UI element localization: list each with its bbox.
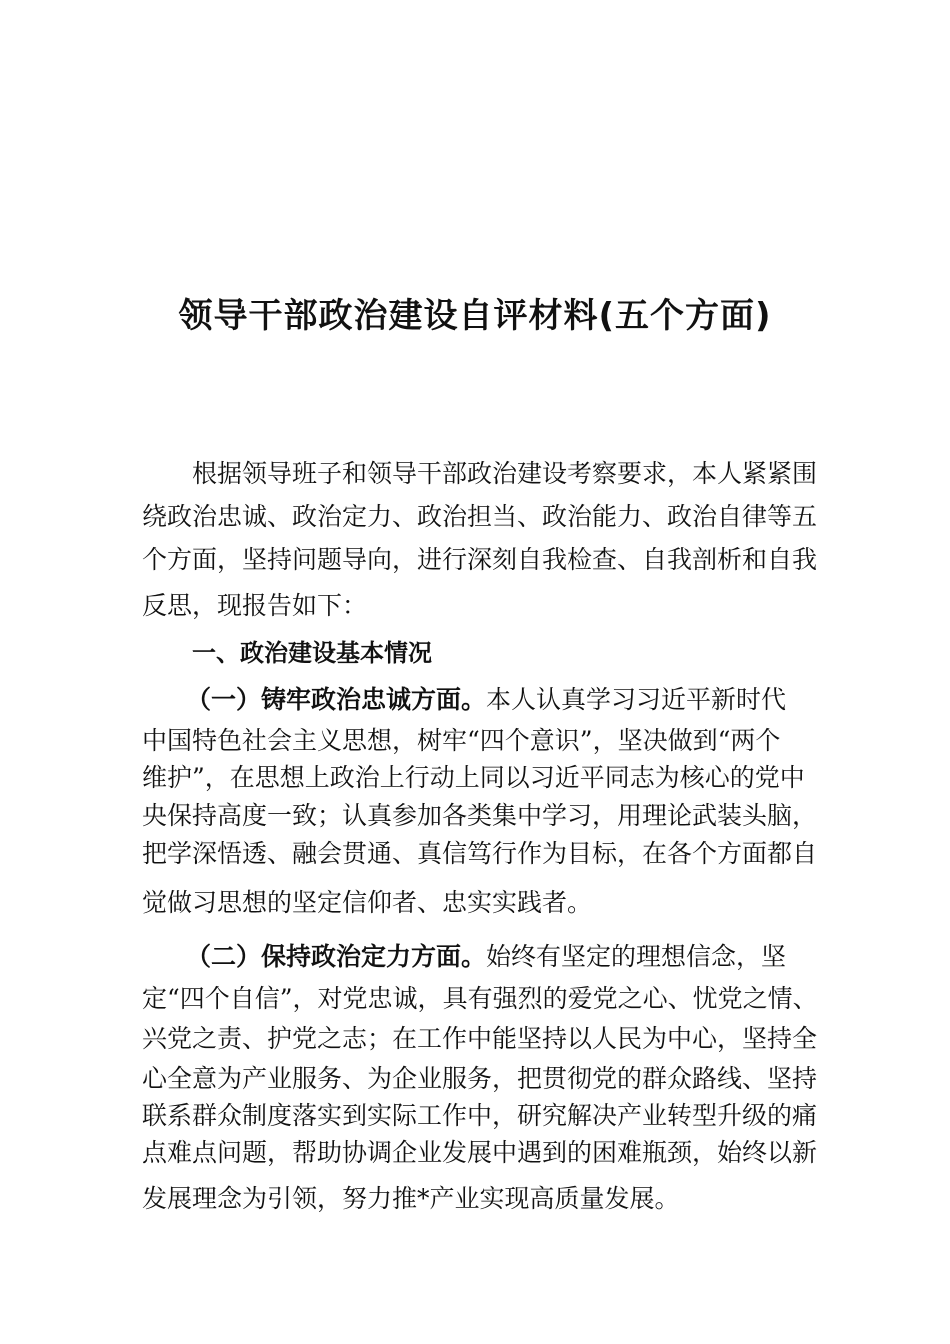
sub1-line-2: 中国特色社会主义思想，树牢“四个意识”，坚决做到“两个 [142, 726, 781, 755]
sub1-line-6: 觉做习思想的坚定信仰者、忠实实践者。 [142, 888, 593, 917]
intro-line-3: 个方面，坚持问题导向，进行深刻自我检查、自我剖析和自我 [142, 545, 818, 574]
sub2-line-4: 心全意为产业服务、为企业服务，把贯彻党的群众路线、坚持 [142, 1064, 818, 1093]
intro-line-2: 绕政治忠诚、政治定力、政治担当、政治能力、政治自律等五 [142, 502, 818, 531]
sub1-first-line [186, 684, 786, 716]
document-title: 领导干部政治建设自评材料(五个方面) [178, 296, 772, 336]
intro-line-1: 根据领导班子和领导干部政治建设考察要求，本人紧紧围 [192, 459, 818, 488]
sub2-line-3: 兴党之责、护党之志；在工作中能坚持以人民为中心，坚持全 [142, 1024, 818, 1053]
sub2-first-rest: 始终有坚定的理想信念，坚 [486, 942, 787, 971]
sub2-line-6: 点难点问题，帮助协调企业发展中遇到的困难瓶颈，始终以新 [142, 1138, 818, 1167]
sub2-lead: （二）保持政治定力方面。 [186, 942, 487, 971]
section-heading-1: 一、政治建设基本情况 [192, 639, 432, 667]
sub1-line-5: 把学深悟透、融会贯通、真信笃行作为目标，在各个方面都自 [142, 839, 818, 868]
sub1-line-3: 维护”，在思想上政治上行动上同以习近平同志为核心的党中 [142, 763, 805, 792]
sub2-line-7: 发展理念为引领，努力推*产业实现高质量发展。 [142, 1184, 680, 1213]
sub2-line-5: 联系群众制度落实到实际工作中，研究解决产业转型升级的痛 [142, 1101, 818, 1130]
sub1-line-4: 央保持高度一致；认真参加各类集中学习，用理论武装头脑， [142, 801, 818, 830]
sub1-lead: （一）铸牢政治忠诚方面。 [186, 685, 487, 714]
sub2-first-line [186, 941, 786, 973]
intro-line-4: 反思，现报告如下： [142, 591, 368, 620]
sub1-first-rest: 本人认真学习习近平新时代 [486, 685, 787, 714]
sub2-line-2: 定“四个自信”，对党忠诚，具有强烈的爱党之心、忧党之情、 [142, 984, 818, 1013]
